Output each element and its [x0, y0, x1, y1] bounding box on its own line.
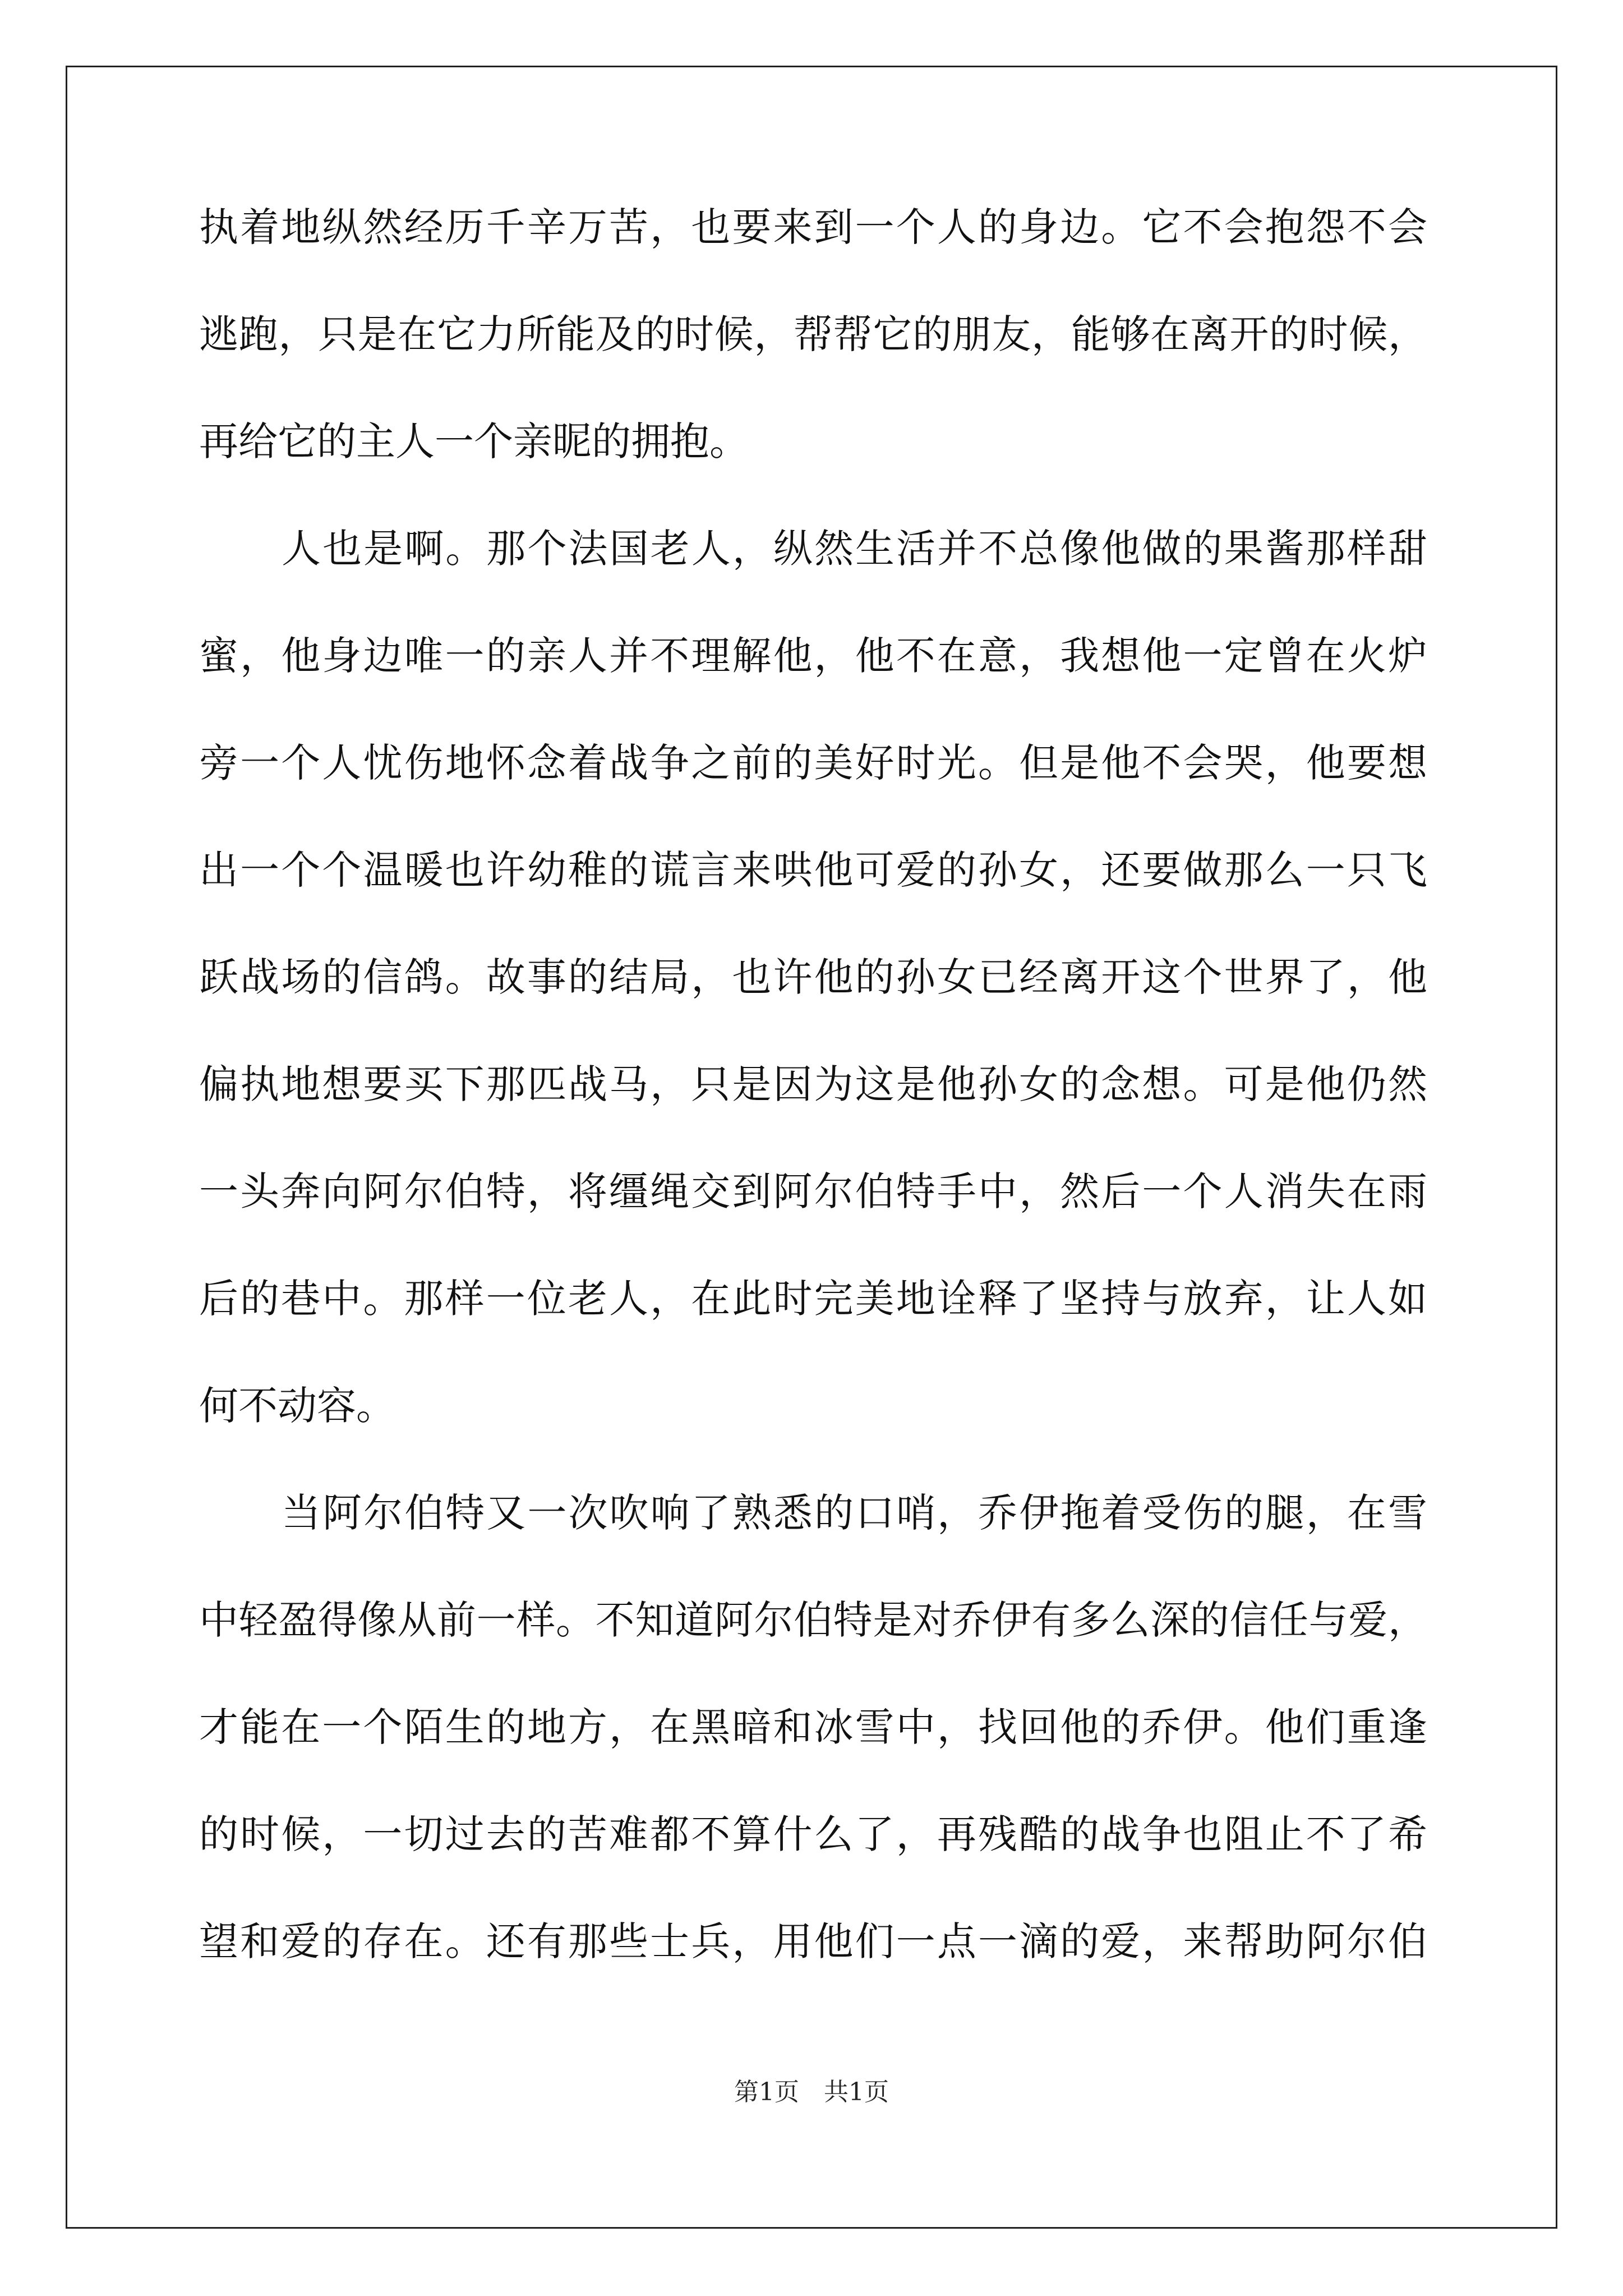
text-line: 一头奔向阿尔伯特，将缰绳交到阿尔伯特手中，然后一个人消失在雨 [199, 1168, 1427, 1214]
text-line: 蜜，他身边唯一的亲人并不理解他，他不在意，我想他一定曾在火炉 [199, 633, 1427, 679]
text-line: 跃战场的信鸽。故事的结局，也许他的孙女已经离开这个世界了，他 [199, 954, 1427, 1000]
page-number-footer: 第1页 共1页 [734, 2078, 889, 2106]
text-line: 执着地纵然经历千辛万苦，也要来到一个人的身边。它不会抱怨不会 [199, 204, 1427, 250]
text-line: 后的巷中。那样一位老人，在此时完美地诠释了坚持与放弃，让人如 [199, 1276, 1427, 1322]
text-line: 偏执地想要买下那匹战马，只是因为这是他孙女的念想。可是他仍然 [199, 1061, 1427, 1107]
text-line: 旁一个人忧伤地怀念着战争之前的美好时光。但是他不会哭，他要想 [199, 740, 1427, 786]
text-line: 出一个个温暖也许幼稚的谎言来哄他可爱的孙女，还要做那么一只飞 [199, 847, 1427, 893]
page-border [66, 66, 1557, 2229]
text-line: 何不动容。 [199, 1383, 395, 1429]
text-line: 才能在一个陌生的地方，在黑暗和冰雪中，找回他的乔伊。他们重逢 [199, 1704, 1427, 1750]
paragraph-first-line: 当阿尔伯特又一次吹响了熟悉的口哨，乔伊拖着受伤的腿，在雪 [282, 1490, 1427, 1536]
text-line: 再给它的主人一个亲昵的拥抱。 [199, 418, 749, 464]
text-line: 的时候，一切过去的苦难都不算什么了，再残酷的战争也阻止不了希 [199, 1811, 1427, 1857]
paragraph-first-line: 人也是啊。那个法国老人，纵然生活并不总像他做的果酱那样甜 [282, 526, 1427, 572]
text-line: 中轻盈得像从前一样。不知道阿尔伯特是对乔伊有多么深的信任与爱， [199, 1597, 1427, 1643]
text-line: 望和爱的存在。还有那些士兵，用他们一点一滴的爱，来帮助阿尔伯 [199, 1918, 1427, 1964]
text-line: 逃跑，只是在它力所能及的时候，帮帮它的朋友，能够在离开的时候， [199, 311, 1427, 357]
